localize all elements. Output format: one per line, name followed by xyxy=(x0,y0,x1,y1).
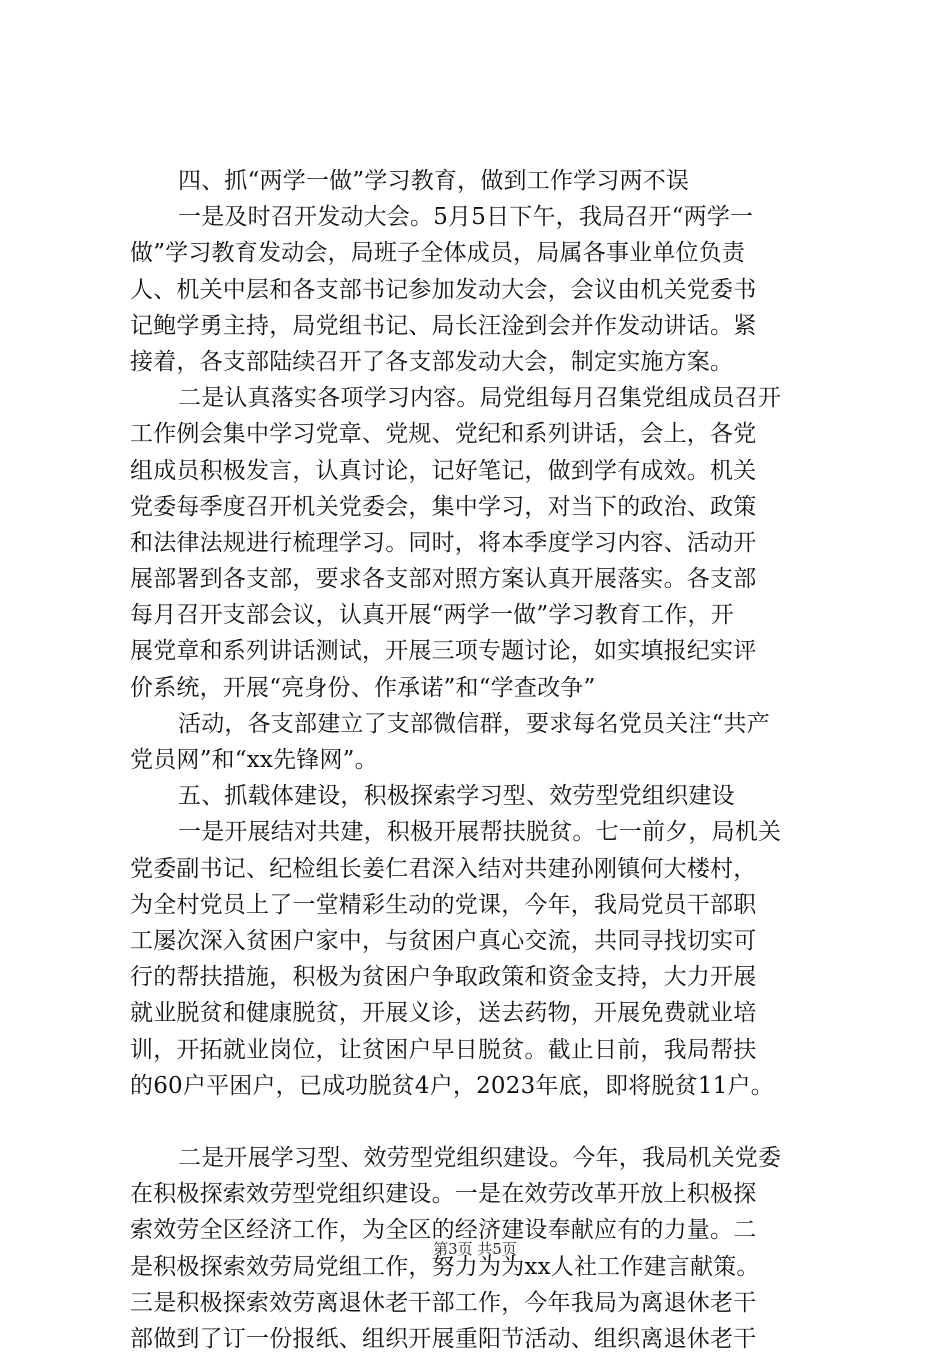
paragraph-line: 和法律法规进行梳理学习。同时，将本季度学习内容、活动开 xyxy=(130,529,757,556)
section-heading: 五、抓载体建设，积极探索学习型、效劳型党组织建设 xyxy=(178,783,735,810)
paragraph-line: 行的帮扶措施，积极为贫困户争取政策和资金支持，大力开展 xyxy=(130,964,757,991)
paragraph-line: 组成员积极发言，认真讨论，记好笔记，做到学有成效。机关 xyxy=(130,457,757,484)
paragraph-line: 工作例会集中学习党章、党规、党纪和系列讲话，会上，各党 xyxy=(130,421,757,448)
paragraph-line: 就业脱贫和健康脱贫，开展义诊，送去药物，开展免费就业培 xyxy=(130,1000,757,1027)
paragraph-line: 记鲍学勇主持，局党组书记、局长汪淦到会并作发动讲话。紧 xyxy=(130,312,757,339)
paragraph-line: 为全村党员上了一堂精彩生动的党课，今年，我局党员干部职 xyxy=(130,891,757,918)
paragraph-line: 价系统，开展“亮身份、作承诺”和“学查改争” xyxy=(130,674,596,701)
paragraph-line: 展党章和系列讲话测试，开展三项专题讨论，如实填报纪实评 xyxy=(130,638,757,665)
paragraph-line: 训，开拓就业岗位，让贫困户早日脱贫。截止日前，我局帮扶 xyxy=(130,1036,757,1063)
paragraph-line: 每月召开支部会议，认真开展“两学一做”学习教育工作，开 xyxy=(130,602,734,629)
paragraph-line: 二是开展学习型、效劳型党组织建设。今年，我局机关党委 xyxy=(178,1145,782,1172)
paragraph-line: 二是认真落实各项学习内容。局党组每月召集党组成员召开 xyxy=(178,385,782,412)
paragraph-line: 党委每季度召开机关党委会，集中学习，对当下的政治、政策 xyxy=(130,493,757,520)
paragraph-line: 展部署到各支部，要求各支部对照方案认真开展落实。各支部 xyxy=(130,566,757,593)
paragraph-line: 人、机关中层和各支部书记参加发动大会，会议由机关党委书 xyxy=(130,276,757,303)
paragraph-line: 工屡次深入贫困户家中，与贫困户真心交流，共同寻找切实可 xyxy=(130,927,757,954)
paragraph-line: 一是开展结对共建，积极开展帮扶脱贫。七一前夕，局机关 xyxy=(178,819,782,846)
paragraph-line: 三是积极探索效劳离退休老干部工作，今年我局为离退休老干 xyxy=(130,1289,757,1316)
paragraph-line: 党员网”和“xx先锋网”。 xyxy=(130,747,378,773)
paragraph-line: 活动，各支部建立了支部微信群，要求每名党员关注“共产 xyxy=(178,710,770,737)
document-body xyxy=(130,163,830,1357)
paragraph-line: 在积极探索效劳型党组织建设。一是在效劳改革开放上积极探 xyxy=(130,1181,757,1208)
paragraph-line: 党委副书记、纪检组长姜仁君深入结对共建孙刚镇何大楼村， xyxy=(130,855,757,882)
page-number-footer: 第3页 共5页 xyxy=(433,1240,517,1258)
paragraph-line: 部做到了订一份报纸、组织开展重阳节活动、组织离退休老干 xyxy=(130,1326,757,1352)
section-heading: 四、抓“两学一做”学习教育，做到工作学习两不误 xyxy=(178,168,690,194)
paragraph-line: 做”学习教育发动会，局班子全体成员，局属各事业单位负责 xyxy=(130,240,746,267)
paragraph-line: 一是及时召开发动大会。5月5日下午，我局召开“两学一 xyxy=(178,204,754,231)
paragraph-line: 接着，各支部陆续召开了各支部发动大会，制定实施方案。 xyxy=(130,348,734,375)
paragraph-gap xyxy=(130,1104,830,1140)
paragraph-line: 是积极探索效劳局党组工作，努力为为xx人社工作建言献策。 xyxy=(130,1253,760,1280)
paragraph-line: 索效劳全区经济工作，为全区的经济建设奉献应有的力量。二 xyxy=(130,1217,757,1244)
paragraph-line: 的60户平困户，已成功脱贫4户，2023年底，即将脱贫11户。 xyxy=(130,1072,774,1099)
